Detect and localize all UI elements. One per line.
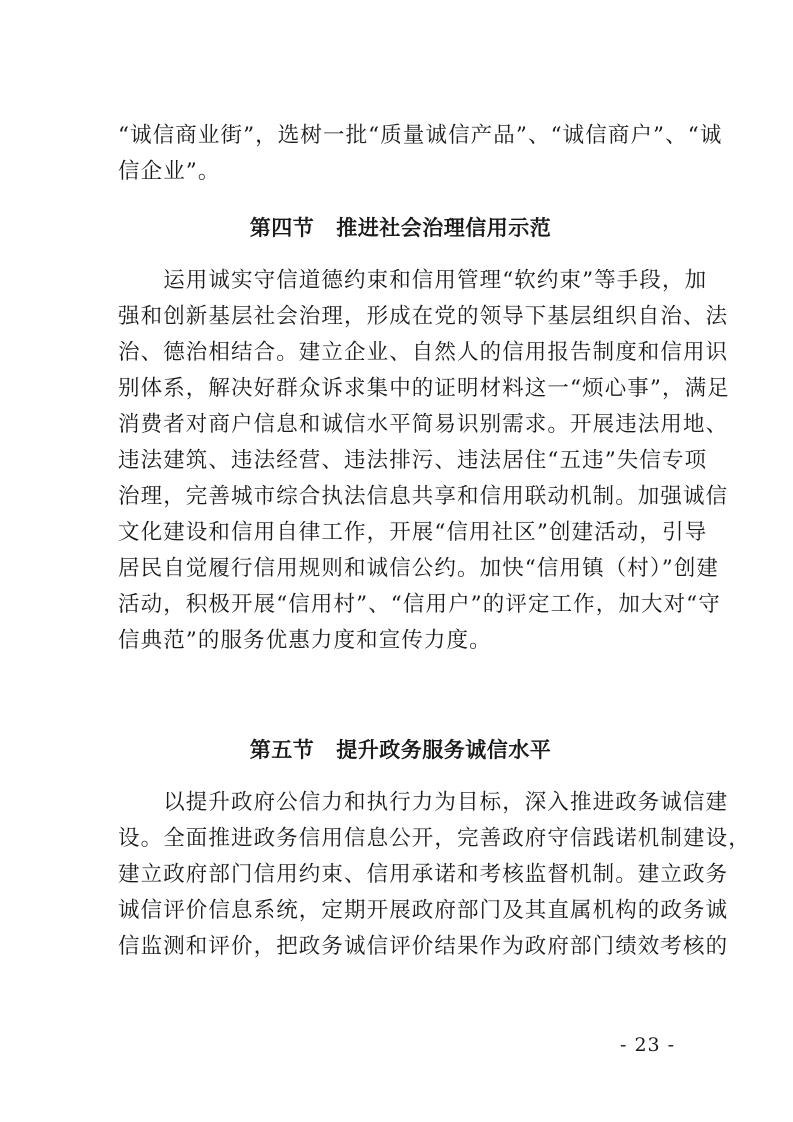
paragraph-line: 治理，完善城市综合执法信息共享和信用联动机制。加强诚信 <box>118 484 729 509</box>
paragraph-line: 信监测和评价，把政务诚信评价结果作为政府部门绩效考核的 <box>118 934 729 959</box>
paragraph-line: 别体系，解决好群众诉求集中的证明材料这一“烦心事”，满足 <box>118 376 730 401</box>
paragraph-line: 运用诚实守信道德约束和信用管理“软约束”等手段，加 <box>118 268 708 293</box>
paragraph-line: 违法建筑、违法经营、违法排污、违法居住“五违”失信专项 <box>118 448 708 473</box>
paragraph-line: 设。全面推进政务信用信息公开，完善政府守信践诺机制建设， <box>118 826 751 851</box>
paragraph-line: 诚信评价信息系统，定期开展政府部门及其直属机构的政务诚 <box>118 898 729 923</box>
paragraph-line: 文化建设和信用自律工作，开展“信用社区”创建活动，引导 <box>118 520 708 545</box>
paragraph-line: 建立政府部门信用约束、信用承诺和考核监督机制。建立政务 <box>118 862 729 887</box>
paragraph-line: 强和创新基层社会治理，形成在党的领导下基层组织自治、法 <box>118 304 729 329</box>
continuation-paragraph <box>118 118 723 190</box>
section-4-paragraph <box>118 263 730 659</box>
section-4-heading <box>118 210 683 246</box>
section-5-paragraph <box>118 785 751 965</box>
paragraph-line: “诚信商业街”，选树一批“质量诚信产品”、“诚信商户”、“诚 <box>118 123 723 148</box>
paragraph-line: 消费者对商户信息和诚信水平简易识别需求。开展违法用地、 <box>118 412 729 437</box>
paragraph-line: 以提升政府公信力和执行力为目标，深入推进政务诚信建 <box>118 790 729 815</box>
paragraph-line: 活动，积极开展“信用村”、“信用户”的评定工作，加大对“守 <box>118 592 721 617</box>
section-title: 提升政务服务诚信水平 <box>336 738 552 762</box>
paragraph-line: 治、德治相结合。建立企业、自然人的信用报告制度和信用识 <box>118 340 729 365</box>
paragraph-line: 信企业”。 <box>118 159 221 184</box>
section-5-heading <box>118 732 683 768</box>
paragraph-line: 信典范”的服务优惠力度和宣传力度。 <box>118 628 492 653</box>
page-number: - 23 - <box>620 1034 676 1056</box>
section-number: 第四节 <box>249 216 315 240</box>
section-number: 第五节 <box>249 738 315 762</box>
section-title: 推进社会治理信用示范 <box>336 216 552 240</box>
paragraph-line: 居民自觉履行信用规则和诚信公约。加快“信用镇（村）”创建 <box>118 556 720 581</box>
